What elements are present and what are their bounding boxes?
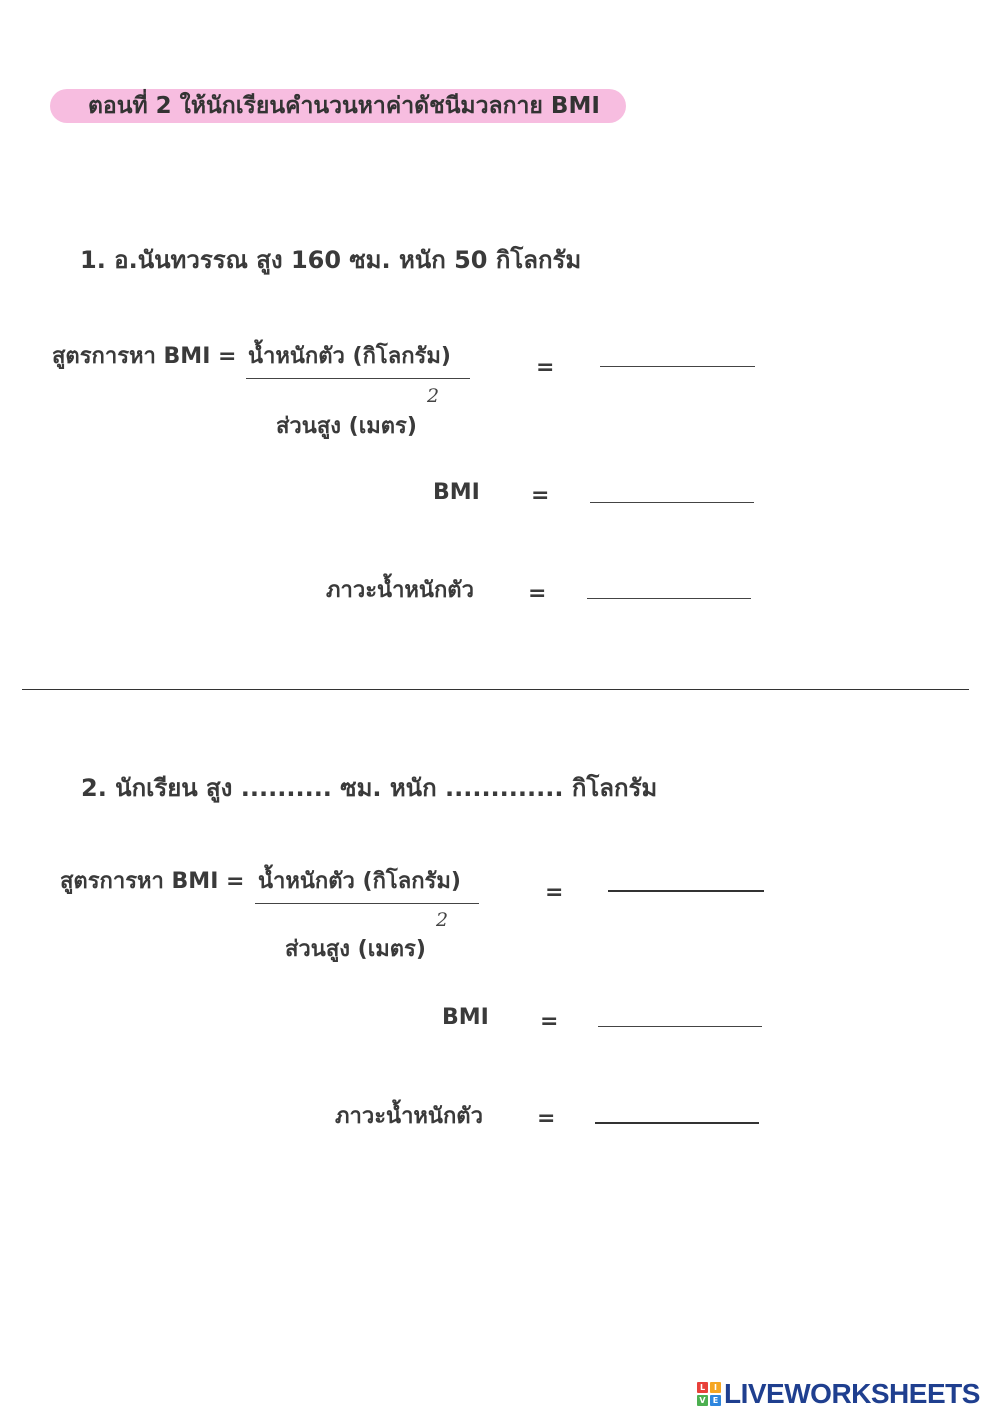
section-divider xyxy=(22,689,969,690)
fraction-bar-2 xyxy=(255,903,479,904)
fraction-denominator-1: ส่วนสูง (เมตร) xyxy=(276,414,417,439)
fraction-bar-1 xyxy=(246,378,470,379)
equals-sign: = xyxy=(528,581,547,606)
equals-sign: = xyxy=(531,483,550,508)
exponent-2: 2 xyxy=(436,909,449,931)
liveworksheets-logo xyxy=(697,1379,980,1409)
exponent-1: 2 xyxy=(427,385,440,407)
section-title: ตอนที่ 2 ให้นักเรียนคำนวนหาค่าดัชนีมวลกาย BMI xyxy=(88,93,600,119)
equals-sign: = xyxy=(536,355,555,380)
bmi-label-2: BMI xyxy=(442,1005,489,1030)
formula-answer-line-1[interactable] xyxy=(600,366,755,367)
weight-status-label-2: ภาวะน้ำหนักตัว xyxy=(335,1104,483,1129)
fraction-numerator-2: น้ำหนักตัว (กิโลกรัม) xyxy=(258,869,461,894)
equals-sign: = xyxy=(545,880,564,905)
formula-label-2: สูตรการหา BMI = xyxy=(60,869,245,894)
weight-status-label-1: ภาวะน้ำหนักตัว xyxy=(326,578,474,603)
fraction-denominator-2: ส่วนสูง (เมตร) xyxy=(285,937,426,962)
weight-status-answer-line-2[interactable] xyxy=(595,1122,759,1124)
bmi-label-1: BMI xyxy=(433,480,480,505)
equals-sign: = xyxy=(540,1009,559,1034)
question-1: 1. อ.นันทวรรณ สูง 160 ซม. หนัก 50 กิโลกรัม xyxy=(80,246,582,274)
bmi-answer-line-2[interactable] xyxy=(598,1026,762,1027)
logo-letter: L xyxy=(697,1382,708,1393)
bmi-answer-line-1[interactable] xyxy=(590,502,754,503)
formula-label-1: สูตรการหา BMI = xyxy=(52,344,237,369)
formula-answer-line-2[interactable] xyxy=(608,890,764,892)
logo-letter: E xyxy=(710,1395,721,1406)
logo-mark-icon xyxy=(697,1382,721,1406)
fraction-numerator-1: น้ำหนักตัว (กิโลกรัม) xyxy=(248,344,451,369)
logo-letter: I xyxy=(710,1382,721,1393)
question-2: 2. นักเรียน สูง .......... ซม. หนัก ............. กิโลกรัม xyxy=(81,774,658,802)
weight-status-answer-line-1[interactable] xyxy=(587,598,751,599)
equals-sign: = xyxy=(537,1106,556,1131)
logo-letter: V xyxy=(697,1395,708,1406)
brand-name: LIVEWORKSHEETS xyxy=(724,1378,980,1409)
